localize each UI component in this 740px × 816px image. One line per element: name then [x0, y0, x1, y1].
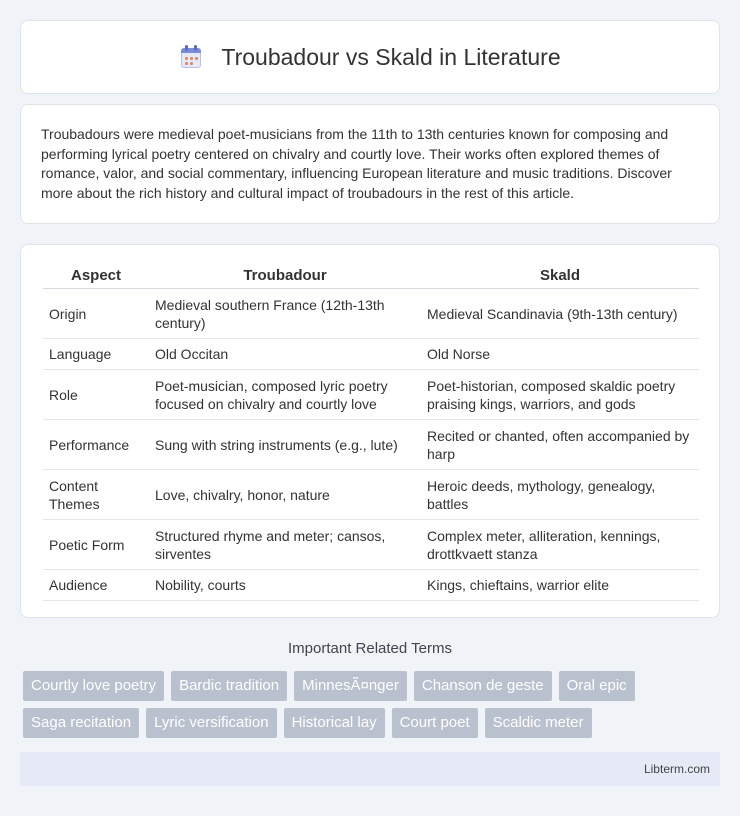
table-cell: Performance	[43, 420, 149, 470]
page-title: Troubadour vs Skald in Literature	[221, 43, 561, 70]
table-cell: Origin	[43, 289, 149, 339]
footer-brand-link[interactable]: Libterm.com	[643, 762, 710, 776]
table-cell: Role	[43, 370, 149, 420]
header-card	[20, 20, 720, 94]
table-row	[43, 420, 699, 470]
table-cell: Medieval southern France (12th-13th century)	[149, 289, 421, 339]
table-cell: Poet-musician, composed lyric poetry focused on chivalry and courtly love	[149, 370, 421, 420]
table-cell: Poetic Form	[43, 520, 149, 570]
related-term-tag[interactable]: Oral epic	[559, 671, 635, 701]
table-cell: Medieval Scandinavia (9th-13th century)	[421, 289, 699, 339]
header-skald: Skald	[421, 263, 699, 289]
table-cell: Kings, chieftains, warrior elite	[421, 570, 699, 601]
table-cell: Nobility, courts	[149, 570, 421, 601]
table-cell: Audience	[43, 570, 149, 601]
table-cell: Love, chivalry, honor, nature	[149, 470, 421, 520]
table-cell: Structured rhyme and meter; cansos, sirventes	[149, 520, 421, 570]
intro-card	[20, 104, 720, 224]
table-header-row	[43, 263, 699, 289]
table-cell: Sung with string instruments (e.g., lute)	[149, 420, 421, 470]
table-row	[43, 570, 699, 601]
table-row	[43, 289, 699, 339]
header-aspect: Aspect	[43, 263, 149, 289]
table-cell: Heroic deeds, mythology, genealogy, battles	[421, 470, 699, 520]
related-term-tag[interactable]: Courtly love poetry	[23, 671, 164, 701]
header-troubadour: Troubadour	[149, 263, 421, 289]
calendar-icon	[179, 45, 203, 69]
related-term-tag[interactable]: MinnesÃ¤nger	[294, 671, 407, 701]
table-cell: Old Norse	[421, 339, 699, 370]
related-term-tag[interactable]: Historical lay	[284, 708, 385, 738]
table-cell: Poet-historian, composed skaldic poetry praising kings, warriors, and gods	[421, 370, 699, 420]
related-term-tag[interactable]: Saga recitation	[23, 708, 139, 738]
table-cell: Language	[43, 339, 149, 370]
table-row	[43, 520, 699, 570]
table-row	[43, 339, 699, 370]
table-row	[43, 370, 699, 420]
related-terms-title: Important Related Terms	[288, 640, 452, 657]
comparison-table-card	[20, 244, 720, 618]
related-terms-list	[23, 671, 723, 738]
title-wrap	[179, 44, 560, 71]
table-cell: Content Themes	[43, 470, 149, 520]
related-term-tag[interactable]: Scaldic meter	[485, 708, 592, 738]
related-term-tag[interactable]: Lyric versification	[146, 708, 276, 738]
related-term-tag[interactable]: Bardic tradition	[171, 671, 287, 701]
table-cell: Recited or chanted, often accompanied by harp	[421, 420, 699, 470]
table-row	[43, 470, 699, 520]
footer	[20, 752, 720, 786]
comparison-table	[43, 263, 699, 601]
table-cell: Complex meter, alliteration, kennings, drottkvaett stanza	[421, 520, 699, 570]
related-term-tag[interactable]: Chanson de geste	[414, 671, 552, 701]
related-term-tag[interactable]: Court poet	[392, 708, 478, 738]
table-cell: Old Occitan	[149, 339, 421, 370]
intro-text: Troubadours were medieval poet-musicians from the 11th to 13th centuries known for composing and performing lyrical poetry centered on chivalry and courtly love. Their works often explored themes of romance, valor, and social commentary, influencing European literature and music traditions. Discover more about the rich history and cultural impact of troubadours in the rest of this article.	[41, 126, 672, 201]
